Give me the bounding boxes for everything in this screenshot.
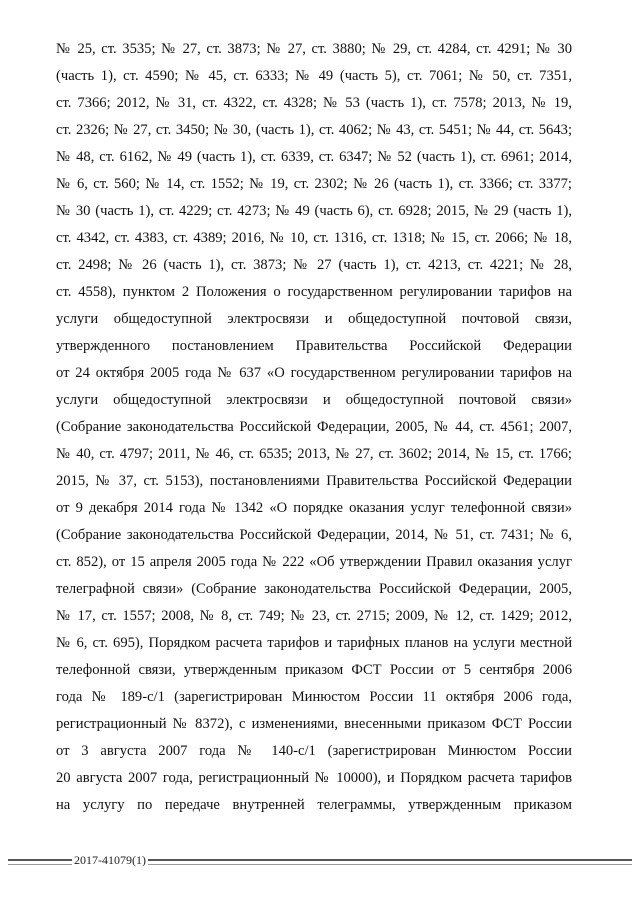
text-line: № 6, ст. 560; № 14, ст. 1552; № 19, ст. 2302; № 26 (часть 1), ст. 3366; ст. 3377; <box>56 176 572 192</box>
text-line: № 48, ст. 6162, № 49 (часть 1), ст. 6339, ст. 6347; № 52 (часть 1), ст. 6961; 2014, <box>56 149 572 165</box>
text-line: ст. 7366; 2012, № 31, ст. 4322, ст. 4328; № 53 (часть 1), ст. 7578; 2013, № 19, <box>56 95 572 111</box>
text-line: 2015, № 37, ст. 5153), постановлениями Правительства Российской Федерации <box>56 473 572 489</box>
text-line: № 40, ст. 4797; 2011, № 46, ст. 6535; 2013, № 27, ст. 3602; 2014, № 15, ст. 1766; <box>56 446 572 462</box>
text-line: ст. 2498; № 26 (часть 1), ст. 3873; № 27 (часть 1), ст. 4213, ст. 4221; № 28, <box>56 257 572 273</box>
text-line: 20 августа 2007 года, регистрационный № 10000), и Порядком расчета тарифов <box>56 770 572 786</box>
text-line: от 3 августа 2007 года № 140-с/1 (зарегистрирован Минюстом России <box>56 743 572 759</box>
text-line: от 24 октября 2005 года № 637 «О государственном регулировании тарифов на <box>56 365 572 381</box>
text-line: телефонной связи, утвержденным приказом ФСТ России от 5 сентября 2006 <box>56 662 572 678</box>
text-line: ст. 4342, ст. 4383, ст. 4389; 2016, № 10, ст. 1316, ст. 1318; № 15, ст. 2066; № 18, <box>56 230 572 246</box>
text-line: услуги общедоступной электросвязи и общедоступной почтовой связи, <box>56 311 572 327</box>
text-line: регистрационный № 8372), с изменениями, внесенными приказом ФСТ России <box>56 716 572 732</box>
text-line: (Собрание законодательства Российской Федерации, 2005, № 44, ст. 4561; 2007, <box>56 419 572 435</box>
text-line: (Собрание законодательства Российской Федерации, 2014, № 51, ст. 7431; № 6, <box>56 527 572 543</box>
document-body-text <box>56 36 572 819</box>
text-line: услуги общедоступной электросвязи и общедоступной почтовой связи» <box>56 392 572 408</box>
text-line: года № 189-с/1 (зарегистрирован Минюстом России 11 октября 2006 года, <box>56 689 572 705</box>
document-code: 2017-41079(1) <box>74 853 146 867</box>
text-line: от 9 декабря 2014 года № 1342 «О порядке оказания услуг телефонной связи» <box>56 500 572 516</box>
text-line: ст. 4558), пунктом 2 Положения о государственном регулировании тарифов на <box>56 284 572 300</box>
text-line: № 25, ст. 3535; № 27, ст. 3873; № 27, ст. 3880; № 29, ст. 4284, ст. 4291; № 30 <box>56 41 572 57</box>
text-line: № 6, ст. 695), Порядком расчета тарифов и тарифных планов на услуги местной <box>56 635 572 651</box>
text-line: (часть 1), ст. 4590; № 45, ст. 6333; № 49 (часть 5), ст. 7061; № 50, ст. 7351, <box>56 68 572 84</box>
text-line: на услугу по передаче внутренней телеграммы, утвержденным приказом <box>56 797 572 813</box>
text-line: ст. 2326; № 27, ст. 3450; № 30, (часть 1), ст. 4062; № 43, ст. 5451; № 44, ст. 5643; <box>56 122 572 138</box>
text-line: утвержденного постановлением Правительства Российской Федерации <box>56 338 572 354</box>
text-line: № 30 (часть 1), ст. 4229; ст. 4273; № 49 (часть 6), ст. 6928; 2015, № 29 (часть 1), <box>56 203 572 219</box>
text-line: № 17, ст. 1557; 2008, № 8, ст. 749; № 23, ст. 2715; 2009, № 12, ст. 1429; 2012, <box>56 608 572 624</box>
text-line: ст. 852), от 15 апреля 2005 года № 222 «Об утверждении Правил оказания услуг <box>56 554 572 570</box>
text-line: телеграфной связи» (Собрание законодательства Российской Федерации, 2005, <box>56 581 572 597</box>
